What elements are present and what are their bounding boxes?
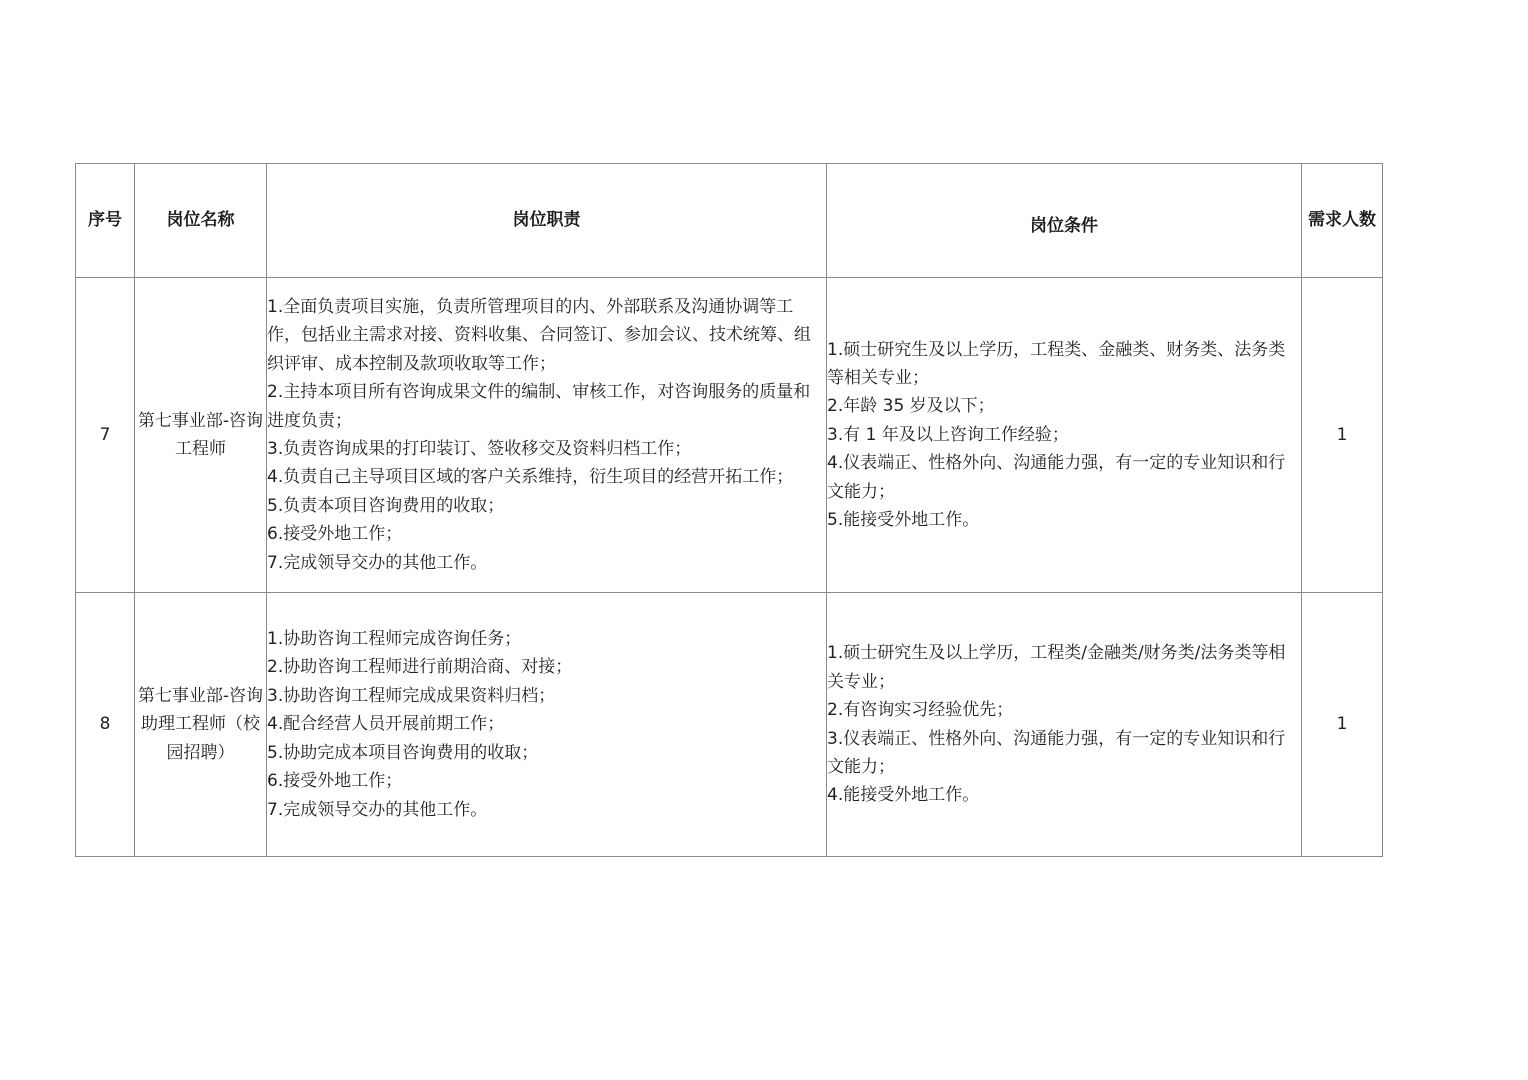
headcount: 1 xyxy=(1302,593,1383,857)
header-no: 序号 xyxy=(76,164,135,278)
header-requirements: 岗位条件 xyxy=(827,164,1302,278)
position-duties: 1.协助咨询工程师完成咨询任务； 2.协助咨询工程师进行前期洽商、对接； 3.协助咨询工程师完成成果资料归档； 4.配合经营人员开展前期工作； 5.协助完成本项目咨询费用的收取； 6.接受外地工作； 7.完成领导交办的其他工作。 xyxy=(267,593,827,857)
headcount: 1 xyxy=(1302,278,1383,593)
table-header-row xyxy=(76,164,1383,278)
header-count: 需求人数 xyxy=(1302,164,1383,278)
position-name: 第七事业部-咨询助理工程师（校园招聘） xyxy=(135,593,267,857)
job-table xyxy=(75,163,1383,857)
row-no: 8 xyxy=(76,593,135,857)
position-requirements: 1.硕士研究生及以上学历，工程类、金融类、财务类、法务类等相关专业； 2.年龄 35 岁及以下； 3.有 1 年及以上咨询工作经验； 4.仪表端正、性格外向、沟通能力强，有一定的专业知识和行文能力； 5.能接受外地工作。 xyxy=(827,278,1302,593)
table-row xyxy=(76,593,1383,857)
position-requirements: 1.硕士研究生及以上学历，工程类/金融类/财务类/法务类等相关专业； 2.有咨询实习经验优先； 3.仪表端正、性格外向、沟通能力强，有一定的专业知识和行文能力； 4.能接受外地工作。 xyxy=(827,593,1302,857)
position-duties: 1.全面负责项目实施，负责所管理项目的内、外部联系及沟通协调等工作，包括业主需求对接、资料收集、合同签订、参加会议、技术统筹、组织评审、成本控制及款项收取等工作； 2.主持本项目所有咨询成果文件的编制、审核工作，对咨询服务的质量和进度负责； 3.负责咨询成果的打印装订、签收移交及资料归档工作； 4.负责自己主导项目区域的客户关系维持，衍生项目的经营开拓工作； 5.负责本项目咨询费用的收取； 6.接受外地工作； 7.完成领导交办的其他工作。 xyxy=(267,278,827,593)
header-name: 岗位名称 xyxy=(135,164,267,278)
position-name: 第七事业部-咨询工程师 xyxy=(135,278,267,593)
header-duties: 岗位职责 xyxy=(267,164,827,278)
row-no: 7 xyxy=(76,278,135,593)
table-row xyxy=(76,278,1383,593)
